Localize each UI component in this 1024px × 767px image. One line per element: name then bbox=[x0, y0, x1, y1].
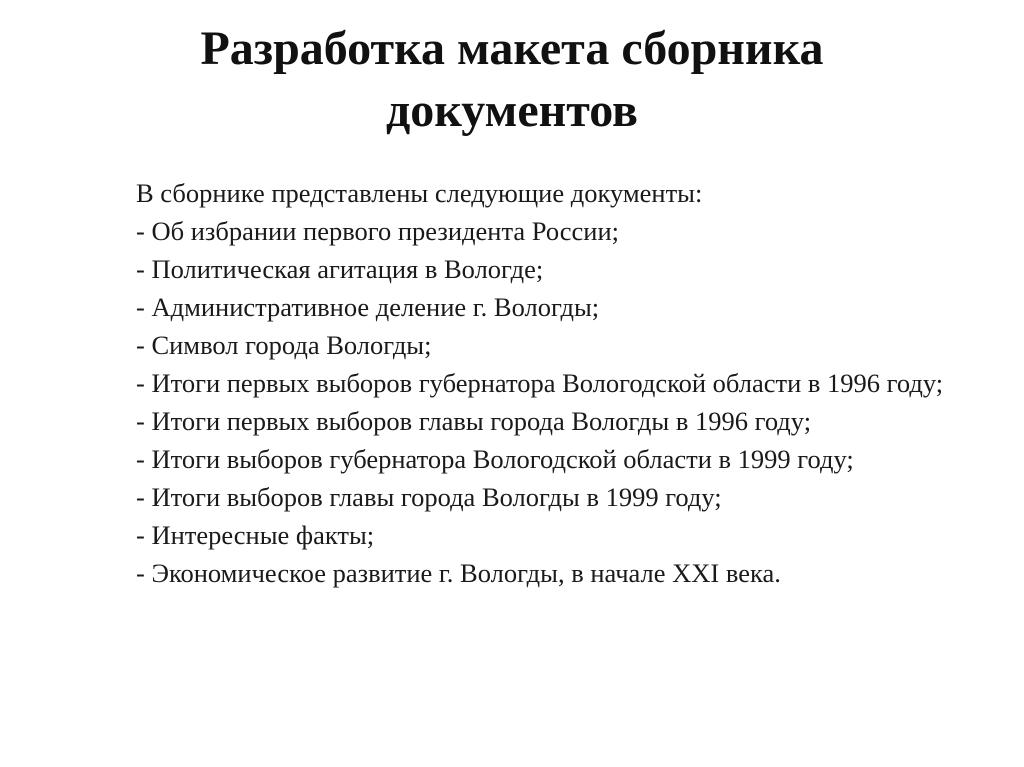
list-item: - Итоги первых выборов губернатора Вологодской области в 1996 году; bbox=[136, 368, 944, 398]
list-item: - Интересные факты; bbox=[136, 520, 375, 550]
list-item: - Административное деление г. Вологды; bbox=[136, 292, 600, 322]
slide-title: Разработка макета сборника документов bbox=[200, 22, 824, 137]
list-item: - Экономическое развитие г. Вологды, в начале XXI века. bbox=[136, 558, 781, 588]
list-item: - Итоги выборов главы города Вологды в 1999 году; bbox=[136, 482, 722, 512]
list-item: - Итоги первых выборов главы города Вологды в 1996 году; bbox=[136, 406, 812, 436]
list-intro: В сборнике представлены следующие документы: bbox=[136, 178, 703, 208]
list-item: - Об избрании первого президента России; bbox=[136, 216, 619, 246]
list-item: - Символ города Вологды; bbox=[136, 330, 432, 360]
document-list bbox=[100, 178, 960, 596]
list-item: - Итоги выборов губернатора Вологодской области в 1999 году; bbox=[136, 444, 854, 474]
list-item: - Политическая агитация в Вологде; bbox=[136, 254, 544, 284]
